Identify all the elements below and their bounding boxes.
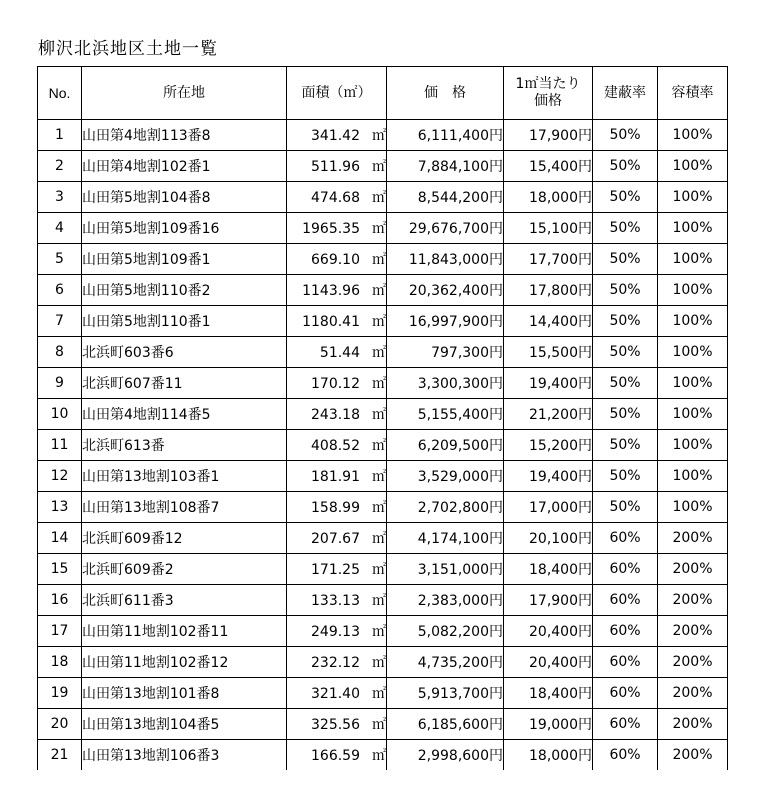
- area-value: 207.67: [311, 531, 360, 547]
- cell-unit-price: 17,900円: [504, 585, 593, 616]
- table-row: [38, 120, 728, 151]
- table-row: [38, 647, 728, 678]
- area-unit: ㎡: [372, 717, 386, 733]
- cell-price: 6,185,600円: [387, 709, 504, 740]
- table-row: [38, 430, 728, 461]
- cell-price: 3,151,000円: [387, 554, 504, 585]
- cell-area: [287, 306, 387, 337]
- cell-no: 8: [38, 337, 82, 368]
- cell-price: 797,300円: [387, 337, 504, 368]
- cell-location: 山田第4地割114番5: [82, 399, 287, 430]
- table-row: [38, 585, 728, 616]
- cell-coverage: 60%: [593, 709, 658, 740]
- cell-far: 100%: [658, 151, 728, 182]
- cell-area: [287, 399, 387, 430]
- area-value: 51.44: [319, 345, 360, 361]
- cell-location: 山田第13地割108番7: [82, 492, 287, 523]
- area-unit: ㎡: [372, 283, 386, 299]
- cell-price: 3,529,000円: [387, 461, 504, 492]
- cell-area: [287, 182, 387, 213]
- header-no: No.: [38, 67, 82, 120]
- cell-far: 100%: [658, 461, 728, 492]
- cell-coverage: 60%: [593, 554, 658, 585]
- cell-far: 200%: [658, 616, 728, 647]
- area-unit: ㎡: [372, 128, 386, 144]
- cell-far: 100%: [658, 337, 728, 368]
- header-far: 容積率: [658, 67, 728, 120]
- cell-coverage: 50%: [593, 368, 658, 399]
- table-row: [38, 213, 728, 244]
- area-unit: ㎡: [372, 159, 386, 175]
- cell-price: 4,174,100円: [387, 523, 504, 554]
- cell-unit-price: 18,000円: [504, 182, 593, 213]
- table-row: [38, 337, 728, 368]
- table-row: [38, 461, 728, 492]
- area-value: 669.10: [311, 252, 360, 268]
- table-row: [38, 554, 728, 585]
- cell-unit-price: 20,400円: [504, 616, 593, 647]
- table-row: [38, 368, 728, 399]
- cell-no: 14: [38, 523, 82, 554]
- header-unit-price-line2: 価格: [534, 93, 562, 109]
- cell-unit-price: 21,200円: [504, 399, 593, 430]
- cell-far: 100%: [658, 368, 728, 399]
- table-body: [38, 120, 728, 771]
- cell-no: 11: [38, 430, 82, 461]
- cell-area: [287, 213, 387, 244]
- area-value: 1965.35: [302, 221, 360, 237]
- cell-price: 5,155,400円: [387, 399, 504, 430]
- cell-location: 山田第5地割110番1: [82, 306, 287, 337]
- cell-unit-price: 20,100円: [504, 523, 593, 554]
- cell-unit-price: 19,400円: [504, 461, 593, 492]
- table-row: [38, 709, 728, 740]
- area-value: 181.91: [311, 469, 360, 485]
- cell-no: 13: [38, 492, 82, 523]
- cell-area: [287, 430, 387, 461]
- area-unit: ㎡: [372, 593, 386, 609]
- cell-no: 17: [38, 616, 82, 647]
- cell-no: 18: [38, 647, 82, 678]
- cell-area: [287, 678, 387, 709]
- cell-price: 2,383,000円: [387, 585, 504, 616]
- cell-location: 山田第13地割101番8: [82, 678, 287, 709]
- table-row: [38, 244, 728, 275]
- table-row: [38, 306, 728, 337]
- area-unit: ㎡: [372, 655, 386, 671]
- cell-area: [287, 337, 387, 368]
- cell-no: 6: [38, 275, 82, 306]
- cell-location: 北浜町607番11: [82, 368, 287, 399]
- cell-far: 200%: [658, 709, 728, 740]
- table-row: [38, 616, 728, 647]
- table-row: [38, 740, 728, 771]
- cell-no: 5: [38, 244, 82, 275]
- cell-price: 6,209,500円: [387, 430, 504, 461]
- cell-far: 200%: [658, 678, 728, 709]
- area-value: 171.25: [311, 562, 360, 578]
- cell-no: 10: [38, 399, 82, 430]
- cell-coverage: 60%: [593, 678, 658, 709]
- cell-location: 山田第5地割109番16: [82, 213, 287, 244]
- cell-location: 山田第13地割103番1: [82, 461, 287, 492]
- area-value: 158.99: [311, 500, 360, 516]
- page-title: 柳沢北浜地区土地一覧: [38, 39, 218, 59]
- area-value: 321.40: [311, 686, 360, 702]
- header-unit-price-line1: 1㎡当たり: [515, 76, 581, 92]
- area-value: 408.52: [311, 438, 360, 454]
- cell-price: 7,884,100円: [387, 151, 504, 182]
- cell-unit-price: 17,900円: [504, 120, 593, 151]
- cell-far: 200%: [658, 523, 728, 554]
- area-value: 232.12: [311, 655, 360, 671]
- cell-location: 山田第13地割106番3: [82, 740, 287, 771]
- cell-coverage: 50%: [593, 120, 658, 151]
- area-unit: ㎡: [372, 748, 386, 764]
- cell-price: 6,111,400円: [387, 120, 504, 151]
- cell-no: 20: [38, 709, 82, 740]
- cell-price: 11,843,000円: [387, 244, 504, 275]
- cell-coverage: 50%: [593, 337, 658, 368]
- cell-unit-price: 18,400円: [504, 554, 593, 585]
- cell-no: 21: [38, 740, 82, 771]
- cell-no: 19: [38, 678, 82, 709]
- cell-price: 2,998,600円: [387, 740, 504, 771]
- cell-coverage: 60%: [593, 585, 658, 616]
- cell-area: [287, 275, 387, 306]
- cell-unit-price: 17,700円: [504, 244, 593, 275]
- cell-no: 2: [38, 151, 82, 182]
- cell-coverage: 60%: [593, 740, 658, 771]
- cell-unit-price: 19,000円: [504, 709, 593, 740]
- cell-no: 16: [38, 585, 82, 616]
- cell-price: 4,735,200円: [387, 647, 504, 678]
- cell-coverage: 50%: [593, 244, 658, 275]
- table-row: [38, 399, 728, 430]
- table-row: [38, 523, 728, 554]
- cell-far: 100%: [658, 430, 728, 461]
- land-table: [37, 66, 728, 770]
- cell-location: 山田第5地割109番1: [82, 244, 287, 275]
- cell-price: 5,082,200円: [387, 616, 504, 647]
- cell-price: 8,544,200円: [387, 182, 504, 213]
- cell-price: 16,997,900円: [387, 306, 504, 337]
- cell-unit-price: 18,400円: [504, 678, 593, 709]
- area-unit: ㎡: [372, 345, 386, 361]
- cell-coverage: 50%: [593, 492, 658, 523]
- cell-area: [287, 151, 387, 182]
- cell-unit-price: 17,000円: [504, 492, 593, 523]
- cell-location: 山田第4地割102番1: [82, 151, 287, 182]
- cell-coverage: 50%: [593, 461, 658, 492]
- cell-coverage: 60%: [593, 523, 658, 554]
- table-header-row: [38, 67, 728, 120]
- area-unit: ㎡: [372, 252, 386, 268]
- area-value: 133.13: [311, 593, 360, 609]
- cell-area: [287, 585, 387, 616]
- table-row: [38, 678, 728, 709]
- area-value: 341.42: [311, 128, 360, 144]
- cell-no: 15: [38, 554, 82, 585]
- cell-area: [287, 554, 387, 585]
- area-unit: ㎡: [372, 624, 386, 640]
- area-value: 1143.96: [302, 283, 360, 299]
- cell-location: 山田第11地割102番12: [82, 647, 287, 678]
- cell-coverage: 60%: [593, 647, 658, 678]
- cell-far: 100%: [658, 120, 728, 151]
- cell-far: 100%: [658, 244, 728, 275]
- cell-unit-price: 17,800円: [504, 275, 593, 306]
- table-row: [38, 151, 728, 182]
- cell-location: 北浜町603番6: [82, 337, 287, 368]
- cell-area: [287, 492, 387, 523]
- cell-far: 100%: [658, 275, 728, 306]
- cell-unit-price: 15,100円: [504, 213, 593, 244]
- area-value: 325.56: [311, 717, 360, 733]
- cell-far: 100%: [658, 399, 728, 430]
- cell-unit-price: 19,400円: [504, 368, 593, 399]
- table-row: [38, 182, 728, 213]
- cell-far: 200%: [658, 554, 728, 585]
- cell-coverage: 50%: [593, 306, 658, 337]
- cell-far: 200%: [658, 740, 728, 771]
- cell-no: 9: [38, 368, 82, 399]
- area-unit: ㎡: [372, 500, 386, 516]
- cell-unit-price: 14,400円: [504, 306, 593, 337]
- cell-far: 200%: [658, 647, 728, 678]
- area-value: 243.18: [311, 407, 360, 423]
- cell-no: 1: [38, 120, 82, 151]
- cell-location: 北浜町613番: [82, 430, 287, 461]
- cell-location: 北浜町609番12: [82, 523, 287, 554]
- area-unit: ㎡: [372, 469, 386, 485]
- area-unit: ㎡: [372, 190, 386, 206]
- area-value: 474.68: [311, 190, 360, 206]
- cell-location: 山田第13地割104番5: [82, 709, 287, 740]
- cell-coverage: 50%: [593, 213, 658, 244]
- cell-no: 4: [38, 213, 82, 244]
- header-unit-price: [504, 67, 593, 120]
- area-unit: ㎡: [372, 376, 386, 392]
- cell-area: [287, 740, 387, 771]
- area-unit: ㎡: [372, 407, 386, 423]
- cell-area: [287, 523, 387, 554]
- cell-far: 100%: [658, 213, 728, 244]
- cell-unit-price: 15,500円: [504, 337, 593, 368]
- cell-far: 100%: [658, 182, 728, 213]
- cell-coverage: 50%: [593, 275, 658, 306]
- table-row: [38, 492, 728, 523]
- cell-price: 29,676,700円: [387, 213, 504, 244]
- cell-coverage: 50%: [593, 430, 658, 461]
- area-value: 170.12: [311, 376, 360, 392]
- cell-location: 山田第11地割102番11: [82, 616, 287, 647]
- cell-far: 100%: [658, 306, 728, 337]
- cell-price: 3,300,300円: [387, 368, 504, 399]
- cell-location: 北浜町609番2: [82, 554, 287, 585]
- cell-unit-price: 20,400円: [504, 647, 593, 678]
- cell-location: 山田第5地割110番2: [82, 275, 287, 306]
- cell-area: [287, 616, 387, 647]
- cell-far: 200%: [658, 585, 728, 616]
- cell-price: 20,362,400円: [387, 275, 504, 306]
- area-value: 511.96: [311, 159, 360, 175]
- cell-location: 山田第4地割113番8: [82, 120, 287, 151]
- area-unit: ㎡: [372, 531, 386, 547]
- area-value: 1180.41: [302, 314, 360, 330]
- area-unit: ㎡: [372, 221, 386, 237]
- cell-unit-price: 18,000円: [504, 740, 593, 771]
- header-location: 所在地: [82, 67, 287, 120]
- area-unit: ㎡: [372, 686, 386, 702]
- cell-area: [287, 709, 387, 740]
- cell-coverage: 50%: [593, 151, 658, 182]
- cell-coverage: 60%: [593, 616, 658, 647]
- header-area: 面積（㎡）: [287, 67, 387, 120]
- header-price: 価 格: [387, 67, 504, 120]
- cell-location: 山田第5地割104番8: [82, 182, 287, 213]
- area-unit: ㎡: [372, 562, 386, 578]
- cell-no: 7: [38, 306, 82, 337]
- cell-price: 5,913,700円: [387, 678, 504, 709]
- cell-location: 北浜町611番3: [82, 585, 287, 616]
- table-row: [38, 275, 728, 306]
- area-value: 166.59: [311, 748, 360, 764]
- cell-area: [287, 120, 387, 151]
- cell-area: [287, 461, 387, 492]
- cell-unit-price: 15,400円: [504, 151, 593, 182]
- cell-price: 2,702,800円: [387, 492, 504, 523]
- cell-coverage: 50%: [593, 182, 658, 213]
- header-coverage: 建蔽率: [593, 67, 658, 120]
- cell-area: [287, 244, 387, 275]
- area-unit: ㎡: [372, 314, 386, 330]
- cell-unit-price: 15,200円: [504, 430, 593, 461]
- cell-no: 3: [38, 182, 82, 213]
- cell-area: [287, 368, 387, 399]
- cell-no: 12: [38, 461, 82, 492]
- area-value: 249.13: [311, 624, 360, 640]
- area-unit: ㎡: [372, 438, 386, 454]
- cell-far: 100%: [658, 492, 728, 523]
- cell-area: [287, 647, 387, 678]
- cell-coverage: 50%: [593, 399, 658, 430]
